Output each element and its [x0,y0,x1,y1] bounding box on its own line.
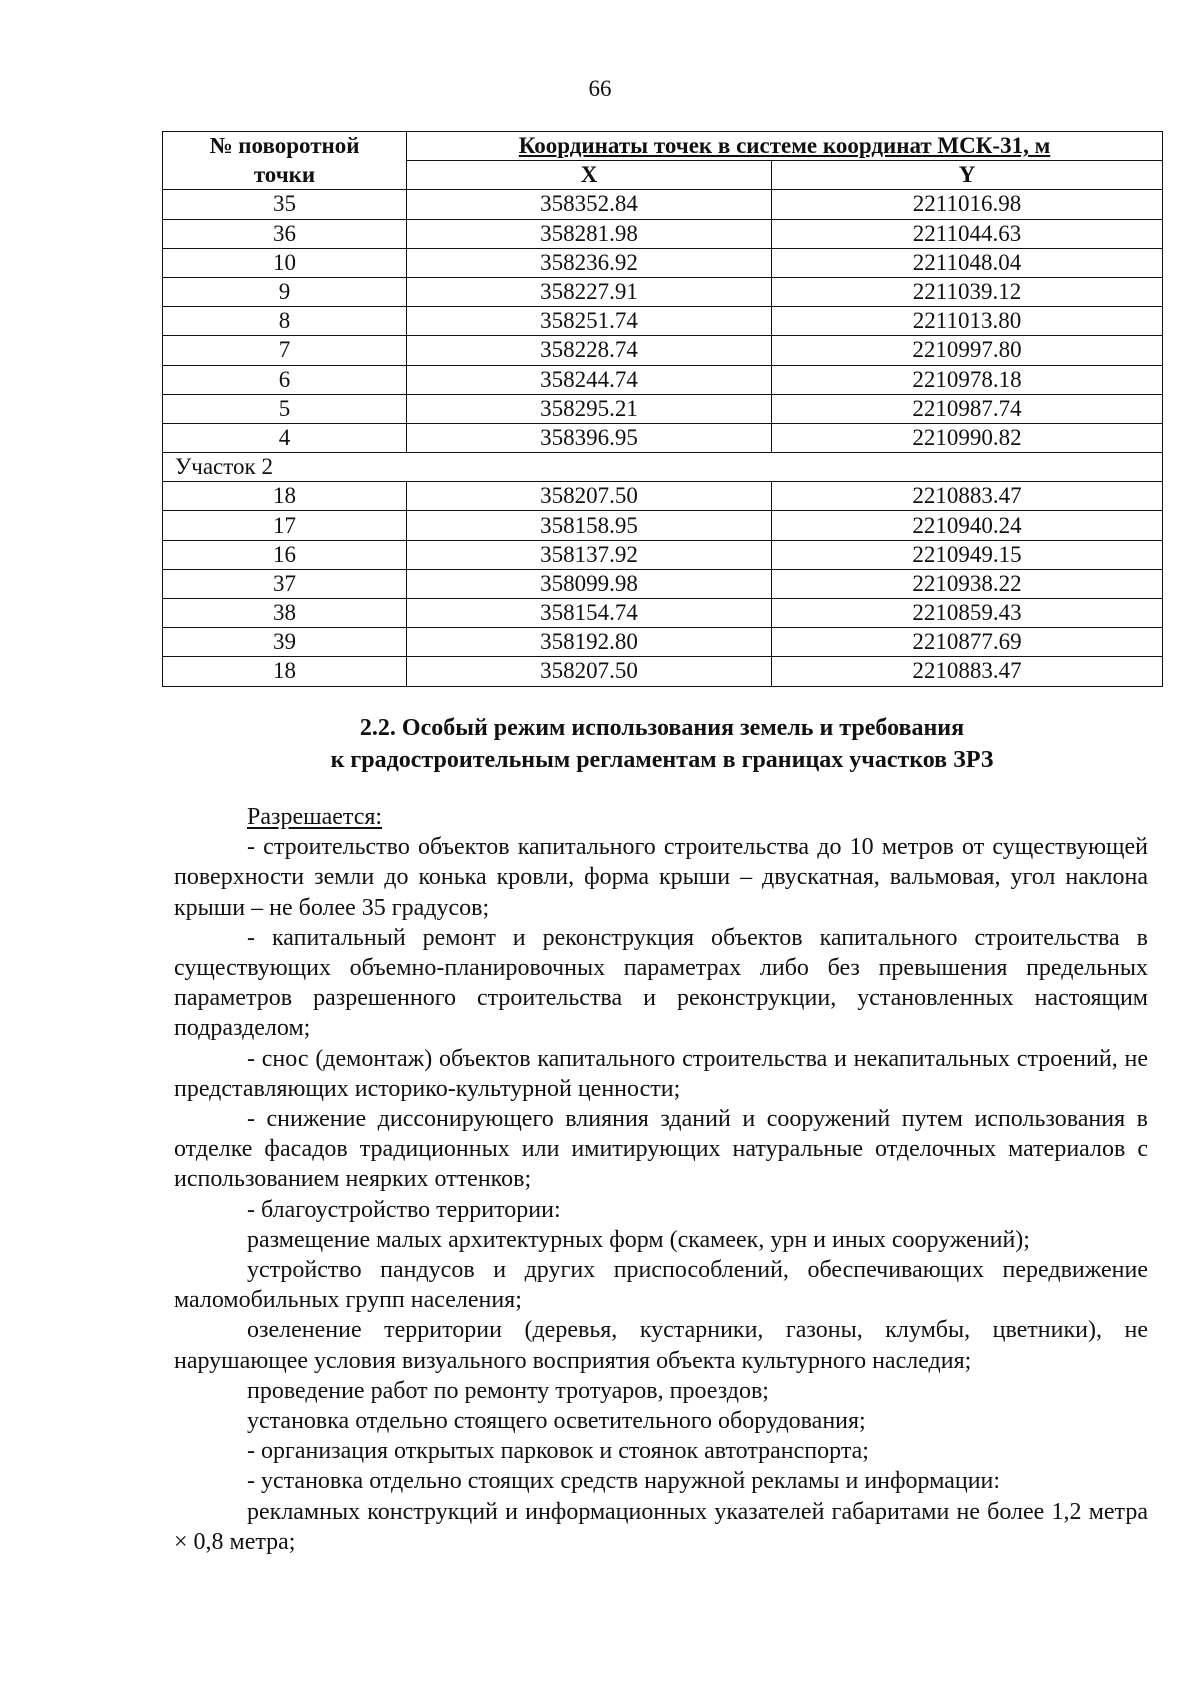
point-number: 4 [163,423,407,452]
section-title [162,712,1162,776]
coord-x: 358207.50 [407,482,772,511]
coord-y: 2211044.63 [772,219,1163,248]
table-row [163,307,1163,336]
header-x: X [407,161,772,190]
coord-y: 2210859.43 [772,599,1163,628]
table-row [163,628,1163,657]
coord-x: 358227.91 [407,277,772,306]
coord-y: 2211039.12 [772,277,1163,306]
table-row [163,277,1163,306]
point-number: 5 [163,394,407,423]
table-row [163,336,1163,365]
point-number: 36 [163,219,407,248]
paragraph: рекламных конструкций и информационных указателей габаритами не более 1,2 метра × 0,8 метра; [174,1498,1148,1555]
allowed-heading: Разрешается: [247,804,383,830]
point-number: 38 [163,599,407,628]
table-row [163,365,1163,394]
coord-x: 358228.74 [407,336,772,365]
table-row [163,599,1163,628]
coord-x: 358158.95 [407,511,772,540]
coord-y: 2210987.74 [772,394,1163,423]
point-number: 7 [163,336,407,365]
paragraph: - капитальный ремонт и реконструкция объектов капитального строительства в существующих объемно-планировочных параметрах либо без превышения предельных параметров разрешенного строительства и реконструкции, установленных настоящим подразделом; [174,924,1148,1042]
coord-y: 2211016.98 [772,190,1163,219]
point-number: 16 [163,540,407,569]
coord-x: 358251.74 [407,307,772,336]
coord-y: 2210940.24 [772,511,1163,540]
coord-x: 358192.80 [407,628,772,657]
point-number: 6 [163,365,407,394]
point-number: 9 [163,277,407,306]
table-row [163,248,1163,277]
coord-y: 2210877.69 [772,628,1163,657]
coord-y: 2211013.80 [772,307,1163,336]
table-row [163,540,1163,569]
paragraph: устройство пандусов и других приспособлений, обеспечивающих передвижение маломобильных групп населения; [174,1257,1148,1314]
point-number: 35 [163,190,407,219]
point-number: 39 [163,628,407,657]
paragraph: озеленение территории (деревья, кустарники, газоны, клумбы, цветники), не нарушающее условия визуального восприятия объекта культурного наследия; [174,1317,1148,1374]
coord-y: 2210997.80 [772,336,1163,365]
coord-x: 358295.21 [407,394,772,423]
paragraph: - установка отдельно стоящих средств наружной рекламы и информации: [247,1468,1001,1495]
coord-y: 2210883.47 [772,482,1163,511]
table-row [163,482,1163,511]
coord-y: 2211048.04 [772,248,1163,277]
table-row [163,219,1163,248]
coord-x: 358352.84 [407,190,772,219]
paragraph: проведение работ по ремонту тротуаров, проездов; [247,1377,769,1404]
header-point-number-line1: № поворотной [209,133,360,159]
section-title-line2: к градостроительным регламентам в границах участков ЗРЗ [330,747,994,773]
paragraph: - организация открытых парковок и стоянок автотранспорта; [247,1438,869,1465]
coord-x: 358244.74 [407,365,772,394]
coord-x: 358281.98 [407,219,772,248]
point-number: 10 [163,248,407,277]
paragraph: размещение малых архитектурных форм (скамеек, урн и иных сооружений); [247,1226,1030,1253]
table-row [163,511,1163,540]
header-y: Y [772,161,1163,190]
point-number: 8 [163,307,407,336]
coord-x: 358236.92 [407,248,772,277]
table-row [163,394,1163,423]
coord-y: 2210978.18 [772,365,1163,394]
coordinates-table [162,131,1163,687]
table-subheader-row [163,161,1163,190]
header-point-number-cont [163,161,407,190]
paragraph: - снос (демонтаж) объектов капитального строительства и некапитальных строений, не представляющих историко-культурной ценности; [174,1045,1148,1102]
paragraph: установка отдельно стоящего осветительного оборудования; [247,1408,866,1435]
coord-x: 358099.98 [407,569,772,598]
point-number: 18 [163,482,407,511]
coord-y: 2210990.82 [772,423,1163,452]
point-number: 18 [163,657,407,686]
section-title-line1: 2.2. Особый режим использования земель и требования [359,715,965,741]
coord-x: 358207.50 [407,657,772,686]
point-number: 37 [163,569,407,598]
section-label: Участок 2 [163,453,1163,482]
table-row [163,657,1163,686]
coord-y: 2210938.22 [772,569,1163,598]
header-point-number [163,132,407,161]
coord-y: 2210883.47 [772,657,1163,686]
header-point-number-line2: точки [253,162,316,188]
header-coordinates: Координаты точек в системе координат МСК-31, м [407,132,1163,161]
table-row [163,190,1163,219]
paragraph: - строительство объектов капитального строительства до 10 метров от существующей поверхности земли до конька кровли, форма крыши – двускатная, вальмовая, угол наклона крыши – не более 35 градусов; [174,834,1148,921]
paragraph: - благоустройство территории: [247,1196,561,1223]
section-row [163,453,1163,482]
table-row [163,569,1163,598]
coord-x: 358154.74 [407,599,772,628]
page-number: 66 [588,76,612,101]
coord-x: 358396.95 [407,423,772,452]
point-number: 17 [163,511,407,540]
table-header-row [163,132,1163,161]
coord-x: 358137.92 [407,540,772,569]
coord-y: 2210949.15 [772,540,1163,569]
body-text [174,802,1148,1557]
paragraph: - снижение диссонирующего влияния зданий и сооружений путем использования в отделке фасадов традиционных или имитирующих натуральные отделочных материалов с использованием неярких оттенков; [174,1106,1148,1193]
table-row [163,423,1163,452]
